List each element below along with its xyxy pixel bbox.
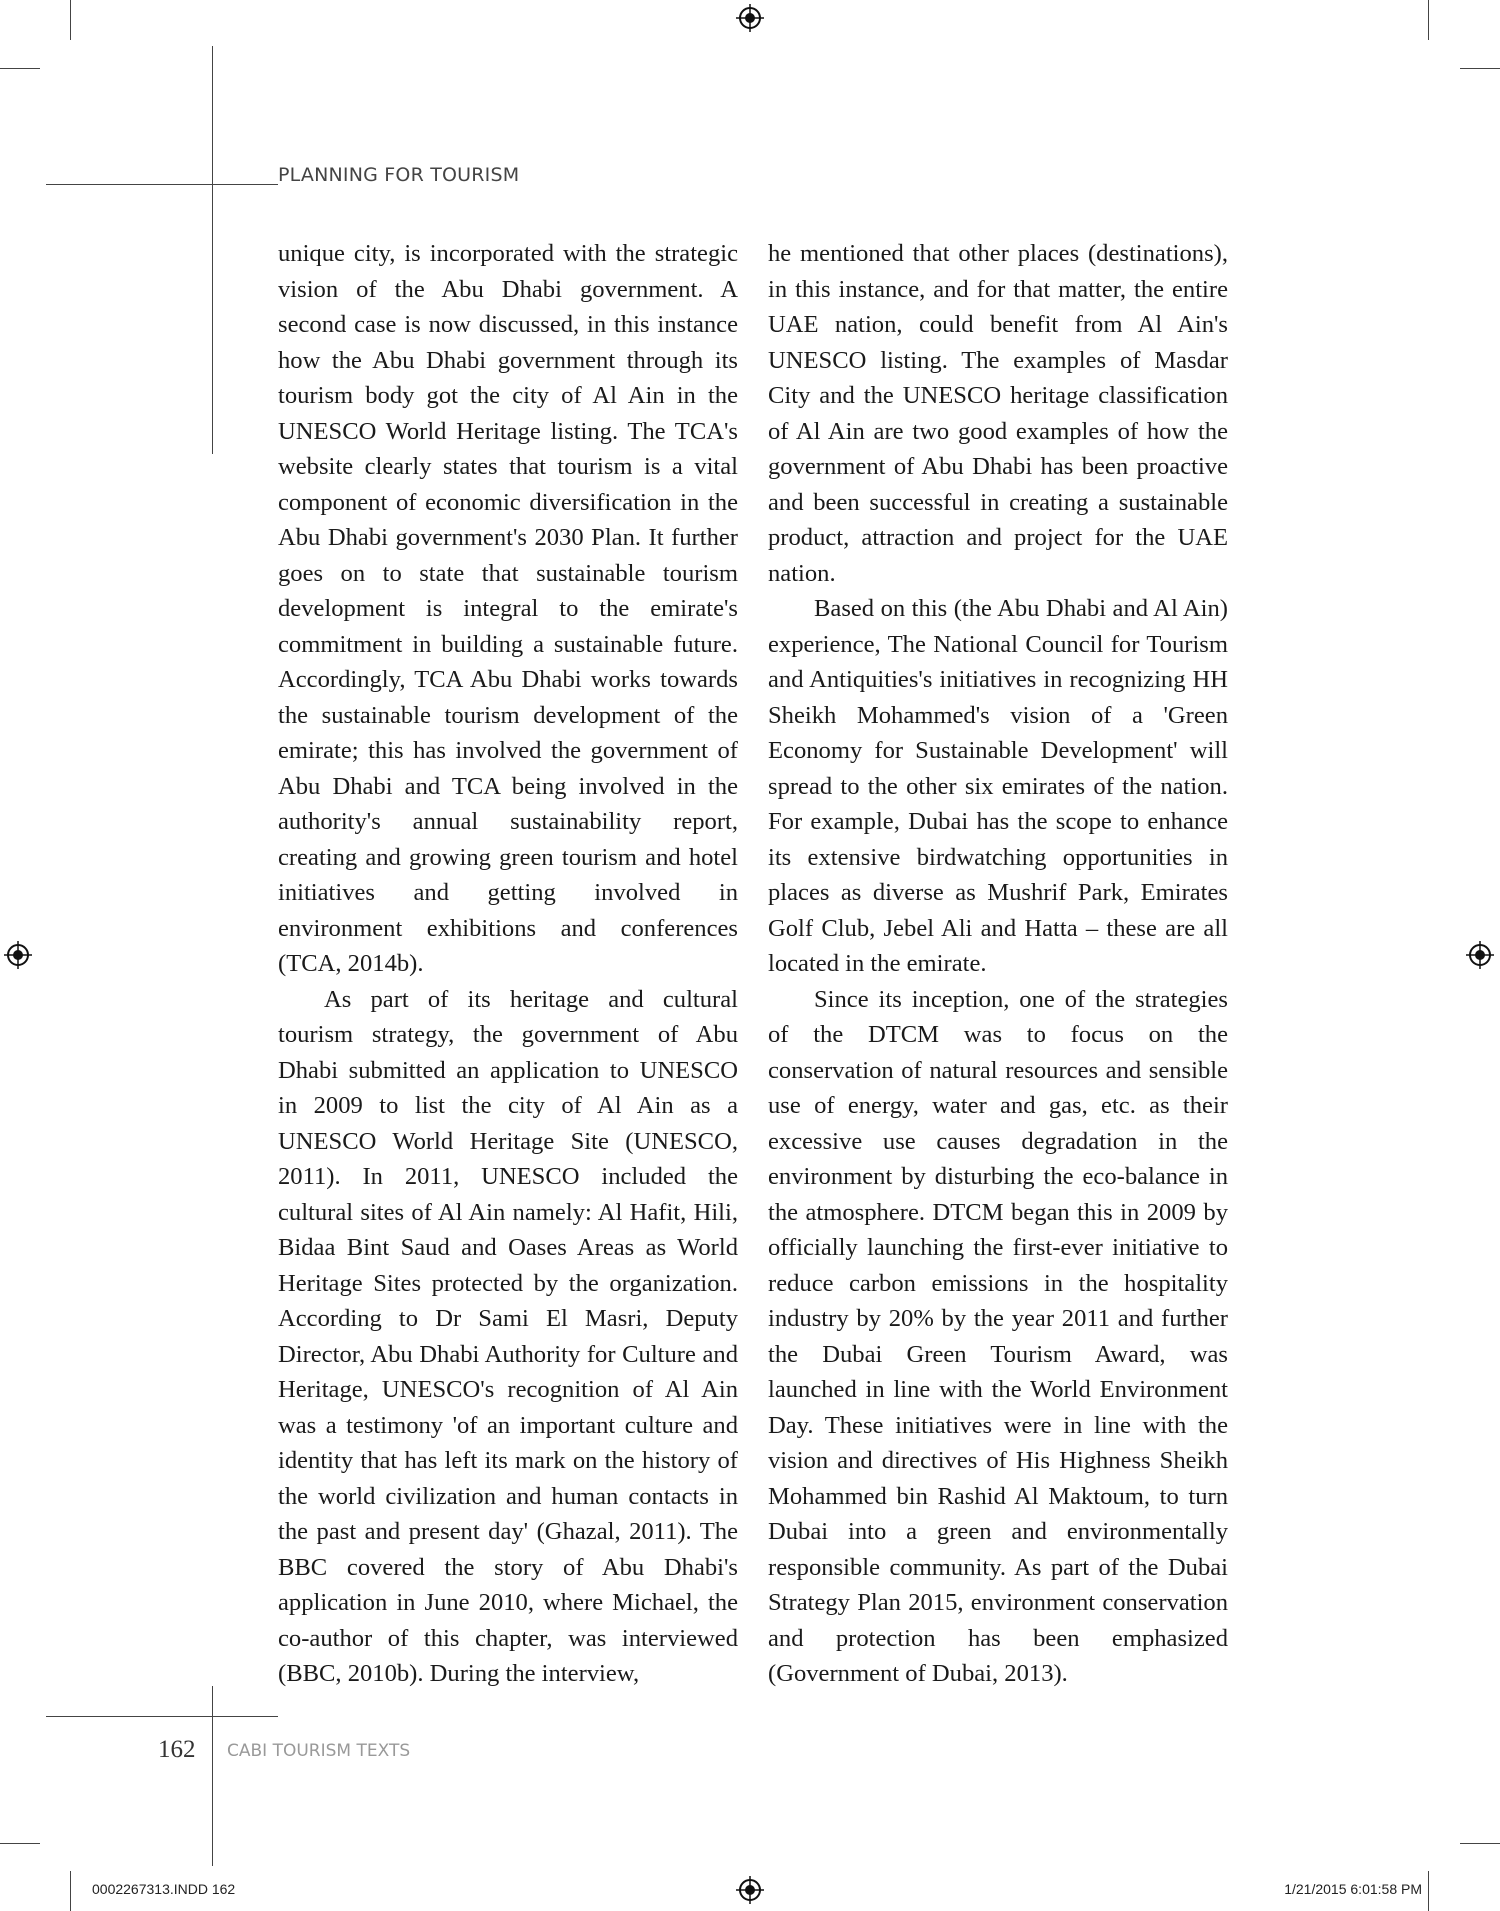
registration-mark-right-icon bbox=[1466, 941, 1494, 969]
registration-mark-left-icon bbox=[4, 941, 32, 969]
series-title: CABI TOURISM TEXTS bbox=[227, 1741, 411, 1761]
crop-mark-bottom-right bbox=[1428, 1871, 1429, 1911]
crop-mark-right-top bbox=[1460, 68, 1500, 69]
body-paragraph: Since its inception, one of the strategies of the DTCM was to focus on the conservation of natural resources and sensible use of energy, water and gas, etc. as their excessive use causes degradation in the environment by disturbing the eco-balance in the atmosphere. DTCM began this in 2009 by officially launching the first-ever initiative to reduce carbon emissions in the hospitality industry by 20% by the year 2011 and further the Dubai Green Tourism Award, was launched in line with the World Environment Day. These initiatives were in line with the vision and directives of His Highness Sheikh Mohammed bin Rashid Al Maktoum, to turn Dubai into a green and environmentally responsible community. As part of the Dubai Strategy Plan 2015, environment conservation and protection has been emphasized (Government of Dubai, 2013). bbox=[768, 985, 1228, 1687]
crop-mark-right-bottom bbox=[1460, 1843, 1500, 1844]
right-text-column bbox=[768, 236, 1228, 1692]
body-paragraph: he mentioned that other places (destinations), in this instance, and for that matter, the entire UAE nation, could benefit from Al Ain's UNESCO listing. The examples of Masdar City and the UNESCO heritage classification of Al Ain are two good examples of how the government of Abu Dhabi has been proactive and been successful in creating a sustainable product, attraction and project for the UAE nation. bbox=[768, 240, 1228, 587]
crop-mark-left-bottom bbox=[0, 1843, 40, 1844]
margin-guide-bottom bbox=[212, 1686, 213, 1866]
left-text-column bbox=[278, 236, 738, 1692]
body-paragraph: unique city, is incorporated with the strategic vision of the Abu Dhabi government. A second case is now discussed, in this instance how the Abu Dhabi government through its tourism body got the city of Al Ain in the UNESCO World Heritage listing. The TCA's website clearly states that tourism is a vital component of economic diversification in the Abu Dhabi government's 2030 Plan. It further goes on to state that sustainable tourism development is integral to the emirate's commitment in building a sustainable future. Accordingly, TCA Abu Dhabi works towards the sustainable tourism development of the emirate; this has involved the government of Abu Dhabi and TCA being involved in the authority's annual sustainability report, creating and growing green tourism and hotel initiatives and getting involved in environment exhibitions and conferences (TCA, 2014b). bbox=[278, 240, 738, 977]
crop-mark-top-left bbox=[70, 0, 71, 40]
footer-rule bbox=[46, 1716, 278, 1717]
header-rule bbox=[46, 184, 278, 185]
crop-mark-top-right bbox=[1428, 0, 1429, 40]
registration-mark-bottom-icon bbox=[736, 1876, 764, 1904]
page-number: 162 bbox=[158, 1736, 196, 1763]
running-head: PLANNING FOR TOURISM bbox=[278, 164, 520, 186]
registration-mark-top-icon bbox=[736, 4, 764, 32]
body-paragraph: As part of its heritage and cultural tourism strategy, the government of Abu Dhabi submitted an application to UNESCO in 2009 to list the city of Al Ain as a UNESCO World Heritage Site (UNESCO, 2011). In 2011, UNESCO included the cultural sites of Al Ain namely: Al Hafit, Hili, Bidaa Bint Saud and Oases Areas as World Heritage Sites protected by the organization. According to Dr Sami El Masri, Deputy Director, Abu Dhabi Authority for Culture and Heritage, UNESCO's recognition of Al Ain was a testimony 'of an important culture and identity that has left its mark on the history of the world civilization and human contacts in the past and present day' (Ghazal, 2011). The BBC covered the story of Abu Dhabi's application in June 2010, where Michael, the co-author of this chapter, was interviewed (BBC, 2010b). During the interview, bbox=[278, 985, 738, 1687]
body-paragraph: Based on this (the Abu Dhabi and Al Ain) experience, The National Council for Tourism and Antiquities's initiatives in recognizing HH Sheikh Mohammed's vision of a 'Green Economy for Sustainable Development' will spread to the other six emirates of the nation. For example, Dubai has the scope to enhance its extensive birdwatching opportunities in places as diverse as Mushrif Park, Emirates Golf Club, Jebel Ali and Hatta – these are all located in the emirate. bbox=[768, 595, 1228, 977]
margin-guide-top bbox=[212, 46, 213, 454]
slug-file-name: 0002267313.INDD 162 bbox=[92, 1881, 236, 1897]
crop-mark-left-top bbox=[0, 68, 40, 69]
slug-timestamp: 1/21/2015 6:01:58 PM bbox=[1284, 1881, 1422, 1897]
crop-mark-bottom-left bbox=[70, 1871, 71, 1911]
